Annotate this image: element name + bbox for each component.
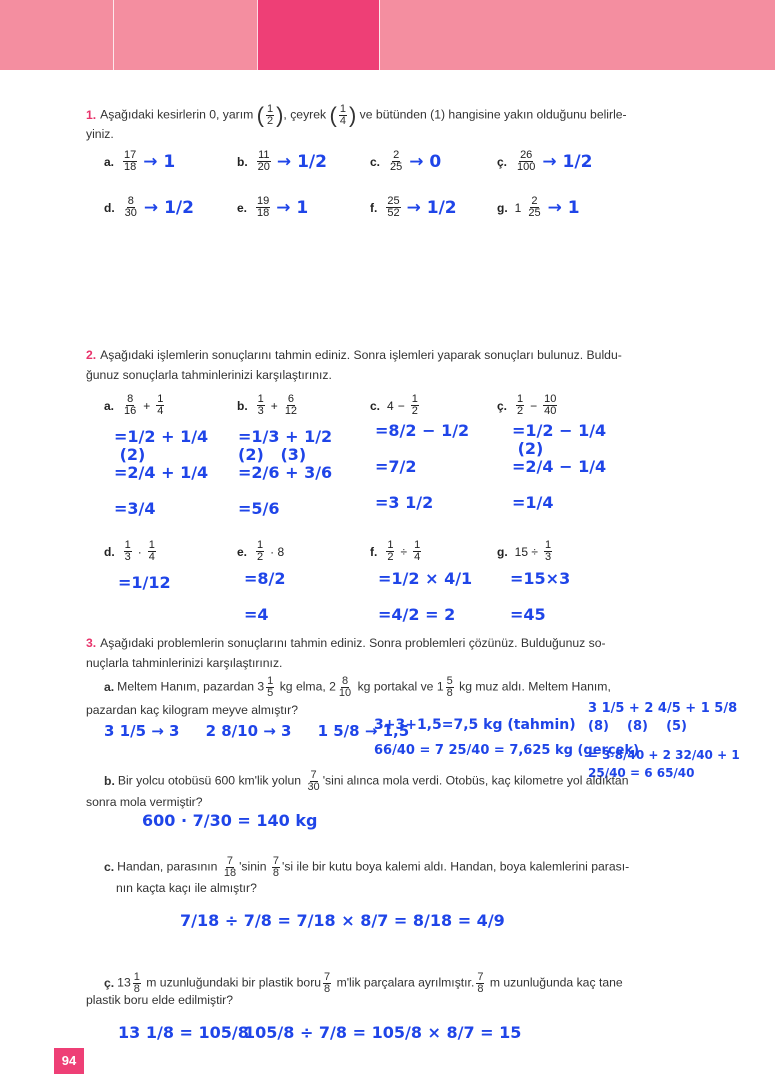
header-bar <box>0 0 775 70</box>
q1-answer: → 1 <box>143 151 176 172</box>
q2-answer-e: =8/2 =4 <box>244 569 286 624</box>
q1-item: e. $\frac{19}{18}$ → 1 <box>237 195 309 219</box>
q3a-actual: 66/40 = 7 25/40 = 7,625 kg (gerçek) <box>374 743 640 758</box>
q3a-estimate: 3 1/5 → 3 2 8/10 → 3 1 5/8 → 1,5 <box>104 722 410 740</box>
q2-item-cc: ç. $\frac{1}{2}$ − $\frac{10}{40}$ <box>497 393 557 417</box>
q3c-answer: 7/18 ÷ 7/8 = 7/18 × 8/7 = 8/18 = 4/9 <box>180 911 505 930</box>
q3d-text: ç. 13 $\frac{1}{8}$ m uzunluğundaki bir plastik boru $\frac{7}{8}$ m'lik parçalara ayrılmıştır. $\frac{7}{8}$ m uzunluğunda kaç tane <box>104 971 623 995</box>
q1-item: b. $\frac{11}{20}$ → 1/2 <box>237 149 327 173</box>
q1-item: g. 1 $\frac{2}{25}$ → 1 <box>497 195 580 219</box>
q3a-text: a. Meltem Hanım, pazardan 3 $\frac{1}{5}$ kg elma, 2 $\frac{8}{10}$ kg portakal ve 1 $\frac{5}{8}$ kg muz aldı. Meltem Hanım, <box>104 675 611 699</box>
q3b-text: b. Bir yolcu otobüsü 600 km'lik yolun $\frac{7}{30}$ 'sini alınca mola verdi. Otobüs, kaç kilometre yol aldıktan <box>104 769 629 793</box>
q2-text: 2. Aşağıdaki işlemlerin sonuçlarını tahmin ediniz. Sonra işlemleri yaparak sonuçları bulunuz. Buldu- <box>86 348 622 362</box>
q3a-work-cont: = 3 8/40 + 2 32/40 + 1 25/40 = 6 65/40 <box>588 748 740 780</box>
q1-answer: → 1/2 <box>542 151 593 172</box>
q2-item-f: f. $\frac{1}{2}$ ÷ $\frac{1}{4}$ <box>370 539 421 563</box>
q2-answer-a: =1/2 + 1/4 (2) =2/4 + 1/4 =3/4 <box>114 427 209 518</box>
q1-item: c. $\frac{2}{25}$ → 0 <box>370 149 442 173</box>
q2-item-b: b. $\frac{1}{3}$ + $\frac{6}{12}$ <box>237 393 298 417</box>
q3c-text-cont: nın kaçta kaçı ile almıştır? <box>116 881 257 895</box>
q3b-answer: 600 · 7/30 = 140 kg <box>142 811 318 830</box>
q1-item: d. $\frac{8}{30}$ → 1/2 <box>104 195 194 219</box>
q2-item-c: c. 4 − $\frac{1}{2}$ <box>370 393 418 417</box>
q3-text: 3. Aşağıdaki problemlerin sonuçlarını tahmin ediniz. Sonra problemleri çözünüz. Bulduğunuz so- <box>86 636 606 650</box>
page-number: 94 <box>54 1048 84 1074</box>
q2-answer-f: =1/2 × 4/1 =4/2 = 2 <box>378 569 473 624</box>
q3d-answer-2: 105/8 ÷ 7/8 = 105/8 × 8/7 = 15 <box>244 1023 522 1042</box>
q2-item-a: a. $\frac{8}{16}$ + $\frac{1}{4}$ <box>104 393 164 417</box>
q3a-work: 3 1/5 + 2 4/5 + 1 5/8 (8) (8) (5) <box>588 701 738 734</box>
q1-item: a. $\frac{17}{18}$ → 1 <box>104 149 176 173</box>
q1-answer: → 1/2 <box>276 151 327 172</box>
q3c-text: c. Handan, parasının $\frac{7}{18}$ 'sinin $\frac{7}{8}$ 'si ile bir kutu boya kalemi aldı. Handan, boya kalemlerini parası- <box>104 855 630 879</box>
q1-answer: → 1 <box>276 197 309 218</box>
q2-item-d: d. $\frac{1}{3}$ · $\frac{1}{4}$ <box>104 539 155 563</box>
q3a-estimate-sum: 3+3+1,5=7,5 kg (tahmin) <box>374 717 576 733</box>
q1-text-cont: yiniz. <box>86 127 114 141</box>
q2-answer-g: =15×3 =45 <box>510 569 571 624</box>
q2-answer-b: =1/3 + 1/2 (2) (3) =2/6 + 3/6 =5/6 <box>238 427 333 518</box>
q3d-answer-1: 13 1/8 = 105/8 <box>118 1023 249 1042</box>
q2-text-cont: ğunuz sonuçlarla tahminlerinizi karşılaştırınız. <box>86 368 332 382</box>
q3d-text-cont: plastik boru elde edilmiştir? <box>86 993 233 1007</box>
q3b-text-cont: sonra mola vermiştir? <box>86 795 203 809</box>
q2-item-g: g. 15 ÷ $\frac{1}{3}$ <box>497 539 552 563</box>
q3a-text-cont: pazardan kaç kilogram meyve almıştır? <box>86 703 299 717</box>
q1-answer: → 0 <box>409 151 442 172</box>
q1-answer: → 1/2 <box>143 197 194 218</box>
q1-item: ç. $\frac{26}{100}$ → 1/2 <box>497 149 593 173</box>
q3-text-cont: nuçlarla tahminlerinizi karşılaştırınız. <box>86 656 283 670</box>
q1-item: f. $\frac{25}{52}$ → 1/2 <box>370 195 457 219</box>
q2-answer-c: =8/2 − 1/2 =7/2 =3 1/2 <box>375 421 470 512</box>
q2-item-e: e. $\frac{1}{2}$ · 8 <box>237 539 285 563</box>
header-tab-accent <box>257 0 379 70</box>
q2-answer-cc: =1/2 − 1/4 (2) =2/4 − 1/4 =1/4 <box>512 421 607 512</box>
q1-answer: → 1 <box>547 197 580 218</box>
q1-text: 1. Aşağıdaki kesirlerin 0, yarım ( $\frac{1}{2}$ ), çeyrek ( $\frac{1}{4}$ ) ve bütünden (1) hangisine yakın olduğunu belirle- <box>86 102 627 128</box>
q2-answer-d: =1/12 <box>118 573 171 592</box>
q1-answer: → 1/2 <box>406 197 457 218</box>
